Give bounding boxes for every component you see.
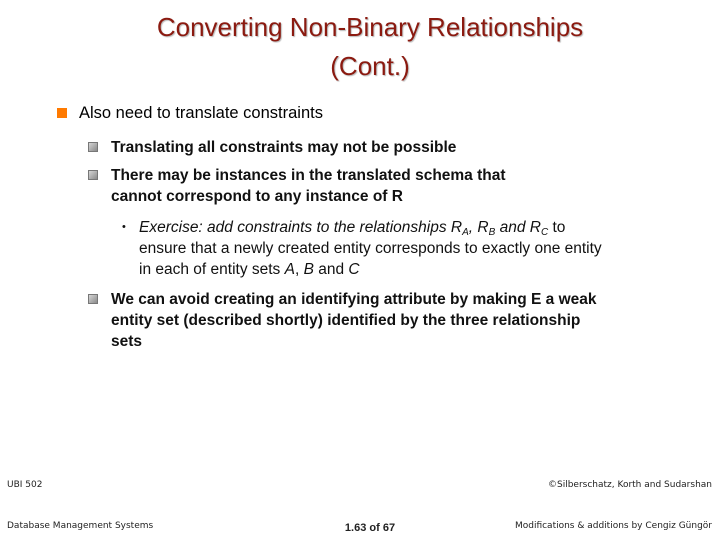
square-bullet-icon xyxy=(88,294,98,304)
bullet-level2-text: Translating all constraints may not be possible xyxy=(111,139,457,156)
square-bullet-icon xyxy=(88,170,98,180)
bullet-level2-text-line: sets xyxy=(111,333,143,350)
bullet-level2-text-line: There may be instances in the translated schema that xyxy=(111,167,506,184)
comma: , xyxy=(294,261,304,278)
bullet-level2-text-line xyxy=(111,186,688,207)
entity-set-b: B xyxy=(303,261,314,278)
bullet-level2-item xyxy=(88,289,688,352)
entity-set-c: C xyxy=(348,261,360,278)
exercise-prefix: Exercise: add constraints to the relationships xyxy=(139,219,451,236)
line3-prefix: in each of entity sets xyxy=(139,261,285,278)
footer-copyright: ©Silberschatz, Korth and Sudarshan xyxy=(548,480,712,490)
dot-bullet-icon: • xyxy=(122,221,126,233)
entity-set-a: A xyxy=(284,261,295,278)
bullet-level3-line xyxy=(139,259,682,280)
and-word: and xyxy=(495,219,530,236)
bullet-level3-line xyxy=(139,217,682,238)
comma: , xyxy=(468,219,478,236)
to-word: to xyxy=(548,219,566,236)
relationship-r: R xyxy=(529,219,541,236)
bullet-level1-text: Also need to translate constraints xyxy=(79,104,323,122)
bullet-level2-item xyxy=(88,165,688,207)
square-bullet-icon xyxy=(88,142,98,152)
title-line-2: (Cont.) xyxy=(330,51,410,81)
title-line-1: Converting Non-Binary Relationships xyxy=(156,12,584,42)
slide-title xyxy=(40,8,700,86)
bullet-level3-item xyxy=(122,217,682,280)
bullet-level2-text-content: cannot correspond to any instance of R xyxy=(111,188,403,205)
footer-page-number: 1.63 of 67 xyxy=(344,522,396,534)
footer-book: Database Management Systems xyxy=(7,521,154,531)
square-bullet-icon xyxy=(57,108,67,118)
bullet-level2-text-line: entity set (described shortly) identified by the three relationship xyxy=(111,312,581,329)
bullet-level2-item xyxy=(88,137,688,158)
subscript-c: C xyxy=(540,227,549,238)
bullet-level2-text-line: We can avoid creating an identifying attribute by making E a weak xyxy=(111,291,597,308)
subscript-b: B xyxy=(488,227,496,238)
relationship-r: R xyxy=(477,219,489,236)
relationship-r: R xyxy=(450,219,463,236)
and-word: and xyxy=(313,261,349,278)
bullet-level3-line: ensure that a newly created entity corresponds to exactly one entity xyxy=(139,240,602,257)
footer-course: UBI 502 xyxy=(7,480,43,490)
subscript-a: A xyxy=(462,227,469,238)
footer-modifications: Modifications & additions by Cengiz Güngör xyxy=(514,521,712,531)
